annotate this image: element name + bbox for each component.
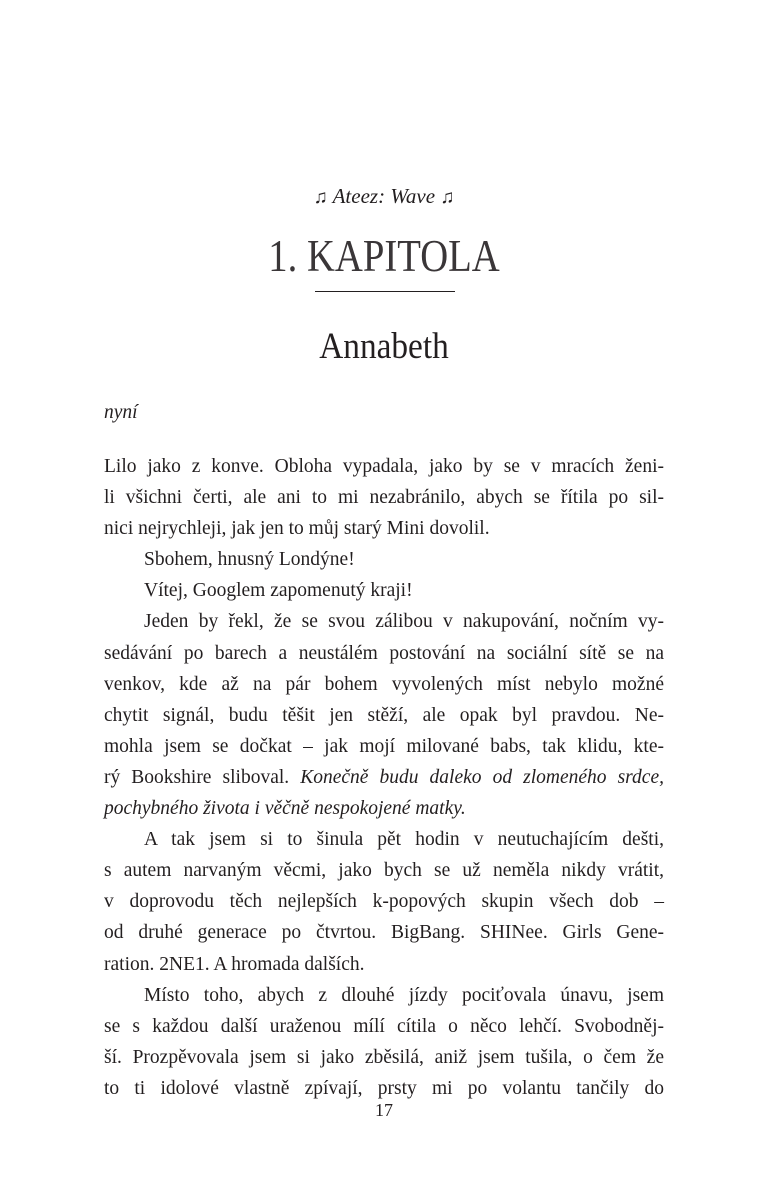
text-line: Místo toho, abych z dlouhé jízdy pociťovala únavu, jsem <box>144 984 664 1006</box>
text-line: Jeden by řekl, že se svou zálibou v nakupování, nočním vy- <box>144 611 664 633</box>
text-line <box>104 762 664 793</box>
chapter-song-epigraph <box>0 180 768 214</box>
text-line: venkov, kde až na pár bohem vyvolených míst nebylo možné <box>104 673 664 695</box>
music-note-icon: ♫ <box>440 187 455 208</box>
text-line: ší. Prozpěvovala jsem si jako zběsilá, aniž jsem tušila, o čem že <box>104 1046 664 1068</box>
text-line: s autem narvaným věcmi, jako bych se už neměla nikdy vrátit, <box>104 860 664 882</box>
text-line: sedávání po barech a neustálém postování na sociální sítě se na <box>104 642 664 664</box>
page-number: 17 <box>375 1100 393 1120</box>
text-line: se s každou další uraženou mílí cítila o něco lehčí. Svobodněj- <box>104 1015 664 1037</box>
text-line: Vítej, Googlem zapomenutý kraji! <box>144 580 413 602</box>
music-note-icon: ♫ <box>313 187 328 208</box>
heading-divider <box>315 291 455 292</box>
chapter-heading: 1. KAPITOLA <box>268 231 500 281</box>
text-line: to ti idolové vlastně zpívají, prsty mi po volantu tančily do <box>104 1077 664 1099</box>
text-line: mohla jsem se dočkat – jak mojí milované babs, tak klidu, kte- <box>104 735 664 757</box>
text-line: chytit signál, budu těšit jen stěží, ale opak byl pravdou. Ne- <box>104 704 664 726</box>
song-title: Ateez: Wave <box>332 184 436 208</box>
body-text <box>104 451 664 1104</box>
timeframe-label: nyní <box>104 402 138 423</box>
text-line: od druhé generace po čtvrtou. BigBang. SHINee. Girls Gene- <box>104 922 664 944</box>
text-line: ration. 2NE1. A hromada dalších. <box>104 953 365 975</box>
text-run: rý Bookshire sliboval. <box>104 766 301 788</box>
text-line: li všichni čerti, ale ani to mi nezabránilo, abych se řítila po sil- <box>104 487 664 509</box>
text-line: A tak jsem si to šinula pět hodin v neutuchajícím dešti, <box>144 829 664 851</box>
text-line: v doprovodu těch nejlepších k-popových skupin všech dob – <box>104 891 664 913</box>
text-line: Sbohem, hnusný Londýne! <box>144 549 355 571</box>
text-line: pochybného života i věčně nespokojené matky. <box>104 798 466 820</box>
italic-text-run: Konečně budu daleko od zlomeného srdce, <box>300 766 664 788</box>
text-line: Lilo jako z konve. Obloha vypadala, jako by se v mracích ženi- <box>104 456 664 477</box>
text-line: nici nejrychleji, jak jen to můj starý Mini dovolil. <box>104 518 490 540</box>
chapter-character-name: Annabeth <box>319 326 449 367</box>
